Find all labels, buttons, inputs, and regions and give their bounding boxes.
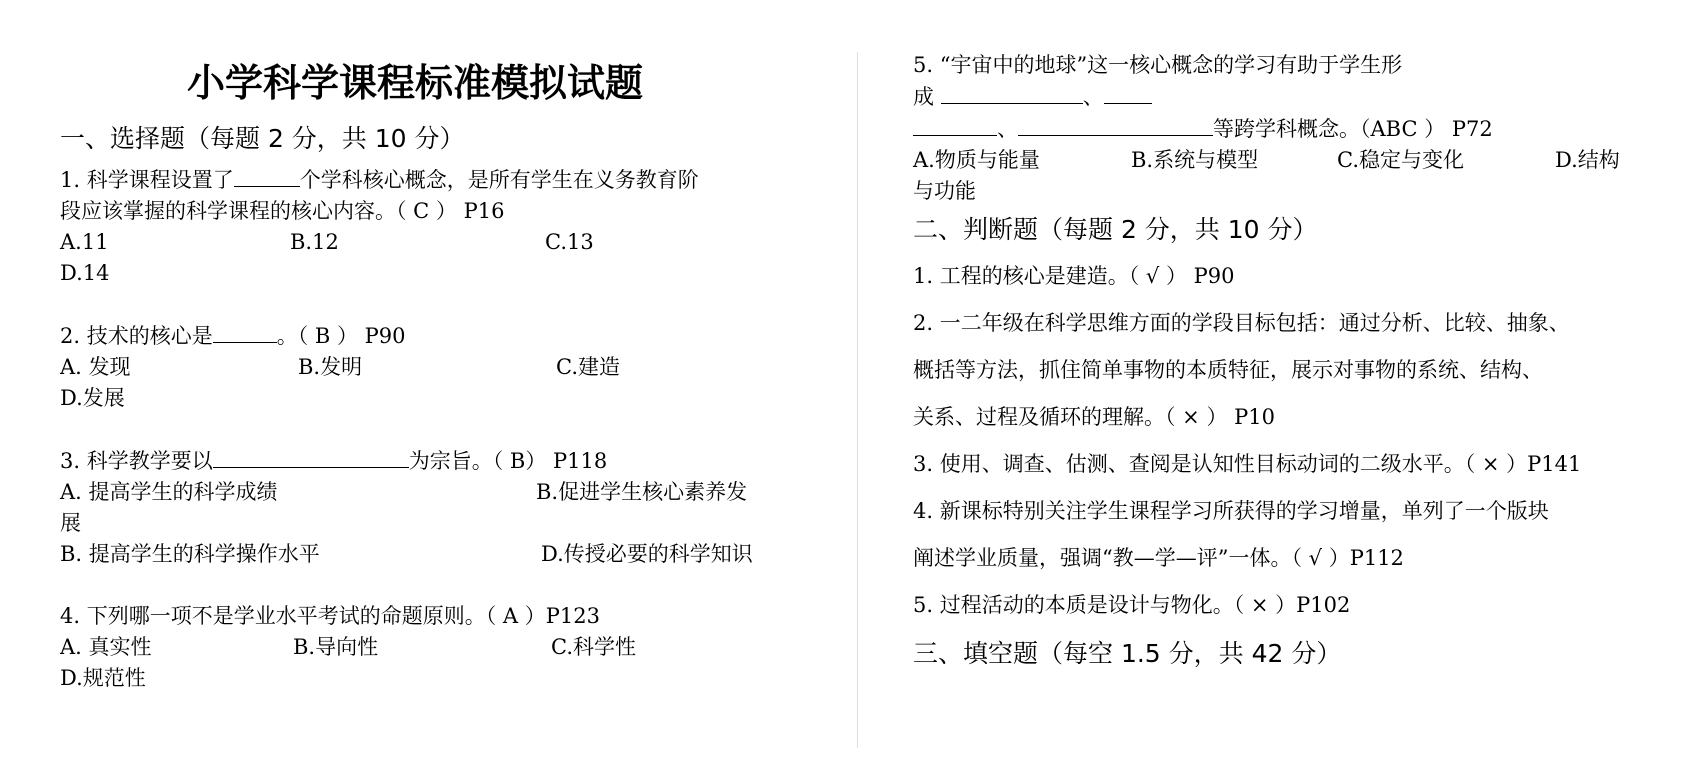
answer-blank <box>213 320 277 343</box>
option-b2: B. 提高学生的科学操作水平 <box>60 542 320 566</box>
option-a: A.物质与能量 <box>913 148 1040 172</box>
option-d: D.规范性 <box>60 666 146 690</box>
options <box>60 477 810 508</box>
options <box>60 227 810 289</box>
option-d-cont: 与功能 <box>913 179 976 203</box>
question-stem: 3. 科学教学要以 为宗旨。（ B） P118 <box>60 445 810 477</box>
page-title: 小学科学课程标准模拟试题 <box>186 60 643 105</box>
answer-blank <box>941 81 1083 104</box>
answer-blank <box>213 445 409 468</box>
judge-line: 3. 使用、调查、估测、查阅是认知性目标动词的二级水平。（ × ）P141 <box>913 452 1582 476</box>
options <box>60 539 810 570</box>
question-stem: 4. 下列哪一项不是学业水平考试的命题原则。（ A ）P123 <box>60 604 600 628</box>
question-1 <box>60 164 810 289</box>
judge-line: 关系、过程及循环的理解。（ × ） P10 <box>913 405 1275 429</box>
answer-blank <box>1104 81 1152 104</box>
answer-blank <box>1018 113 1213 136</box>
section-heading-choice: 一、选择题（每题 2 分，共 10 分） <box>60 124 465 153</box>
judge-line: 概括等方法，抓住简单事物的本质特征，展示对事物的系统、结构、 <box>913 358 1543 382</box>
right-column <box>913 50 1653 671</box>
question-stem-cont: 、 等跨学科概念。（ABC ） P72 <box>913 113 1653 145</box>
options <box>913 145 1653 176</box>
option-b: B.导向性 <box>293 635 379 659</box>
option-d: D.结构 <box>1555 148 1620 172</box>
option-d: D.传授必要的科学知识 <box>541 542 753 566</box>
answer-blank <box>913 113 997 136</box>
options <box>60 632 810 694</box>
question-stem: 5. “宇宙中的地球”这一核心概念的学习有助于学生形 <box>913 53 1403 77</box>
judge-line: 1. 工程的核心是建造。（ √ ） P90 <box>913 264 1235 288</box>
option-b: B.系统与模型 <box>1131 148 1259 172</box>
option-a: A. 发现 <box>60 355 131 379</box>
question-5 <box>913 50 1653 207</box>
question-2 <box>60 320 810 414</box>
option-c: C.13 <box>545 230 594 254</box>
judge-line: 2. 一二年级在科学思维方面的学段目标包括：通过分析、比较、抽象、 <box>913 311 1570 335</box>
question-4 <box>60 601 810 694</box>
option-b-cont: 展 <box>60 511 81 535</box>
options <box>60 352 810 414</box>
option-c: C.科学性 <box>551 635 636 659</box>
option-a: A.11 <box>60 230 109 254</box>
option-b: B.发明 <box>298 355 363 379</box>
question-stem: 1. 科学课程设置了 个学科核心概念，是所有学生在义务教育阶 <box>60 164 810 196</box>
option-b: B.促进学生核心素养发 <box>536 480 748 504</box>
option-d: D.发展 <box>60 386 125 410</box>
answer-blank <box>234 164 300 187</box>
option-b: B.12 <box>290 230 339 254</box>
option-c: C.建造 <box>556 355 620 379</box>
judge-line: 5. 过程活动的本质是设计与物化。（ × ）P102 <box>913 593 1351 617</box>
column-divider <box>857 52 858 748</box>
option-a: A. 提高学生的科学成绩 <box>60 480 278 504</box>
option-a: A. 真实性 <box>60 635 152 659</box>
question-stem: 2. 技术的核心是 。（ B ） P90 <box>60 320 810 352</box>
judge-questions <box>913 253 1653 629</box>
judge-line: 4. 新课标特别关注学生课程学习所获得的学习增量，单列了一个版块 <box>913 499 1549 523</box>
question-3 <box>60 445 810 570</box>
judge-line: 阐述学业质量，强调“教—学—评”一体。（ √ ）P112 <box>913 546 1404 570</box>
question-stem-cont: 段应该掌握的科学课程的核心内容。（ C ） P16 <box>60 199 505 223</box>
left-column <box>60 58 810 694</box>
option-c: C.稳定与变化 <box>1337 148 1464 172</box>
question-stem-cont: 成 、 <box>913 81 1653 113</box>
section-heading-judge: 二、判断题（每题 2 分，共 10 分） <box>913 215 1318 244</box>
section-heading-fill: 三、填空题（每空 1.5 分，共 42 分） <box>913 639 1342 668</box>
option-d: D.14 <box>60 261 110 285</box>
